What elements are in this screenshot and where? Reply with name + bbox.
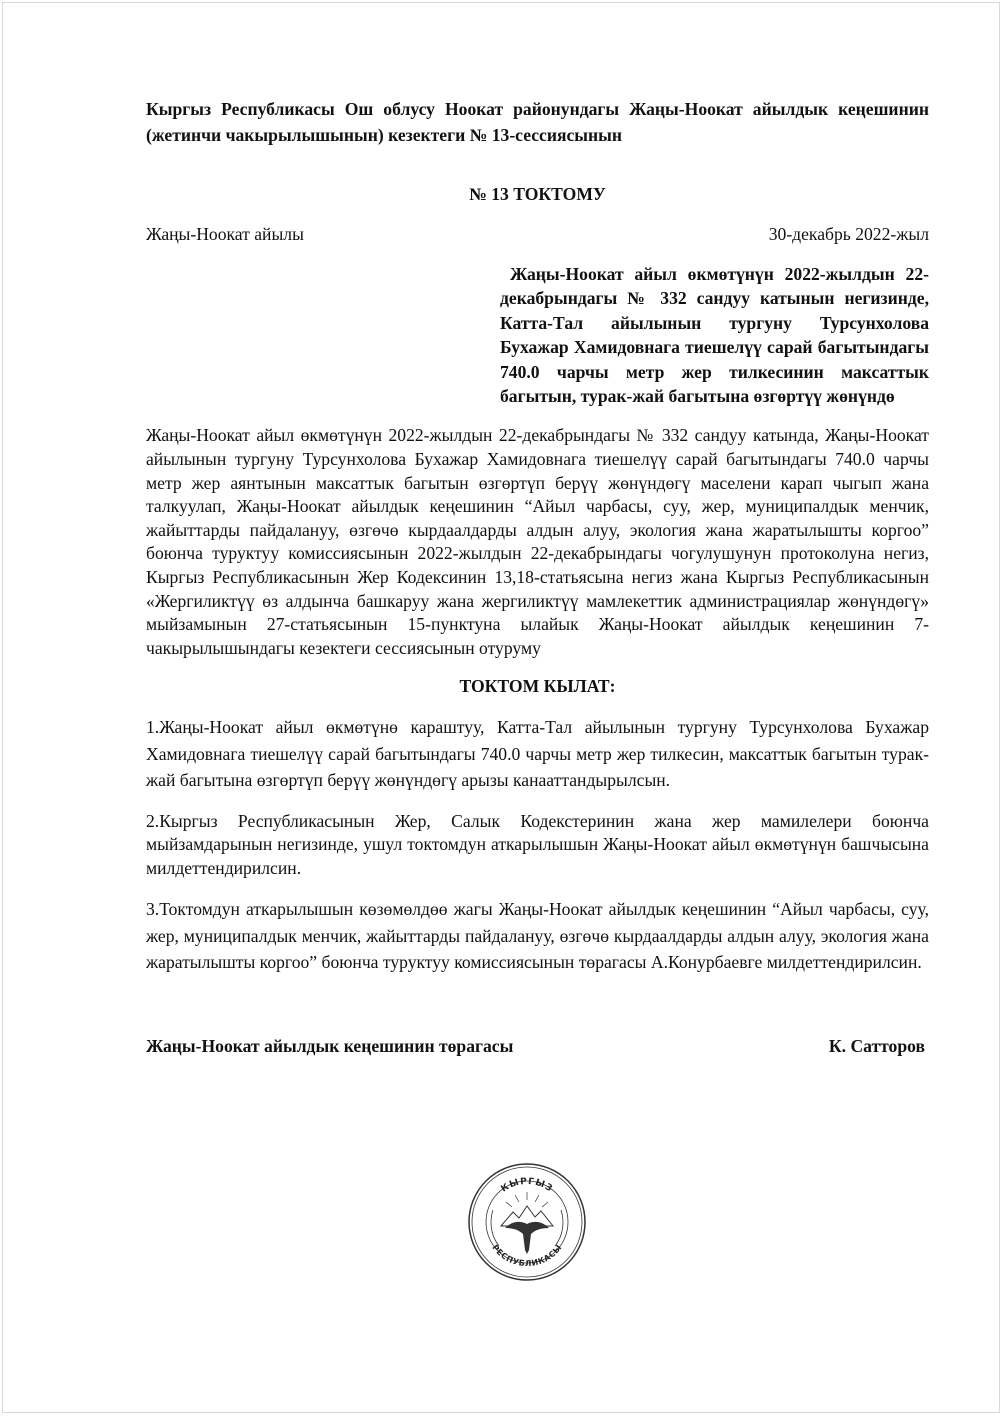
- state-emblem-seal: [467, 1162, 587, 1282]
- preamble-paragraph: Жаңы-Ноокат айыл өкмөтүнүн 2022-жылдын 22-декабрындагы № 332 сандуу катында, Жаңы-Ноокат айылынын тургуну Турсунхолова Бухажар Хамидовнага тиешелүү сарай багытындагы 740.0 чарчы метр жер аянтынын максаттык багытын өзгөртүп берүү жөнүндөгү маселени карап чыгып жана талкуулап, Жаңы-Ноокат айылдык кеңешинин “Айыл чарбасы, суу, жер, муниципалдык менчик, жайыттарды пайдалануу, өзгөчө кырдаалдарды алдын алуу, экология жана жаратылышты коргоо” боюнча туруктуу комиссиясынын 2022-жылдын 22-декабрындагы чогулушунун протоколуна негиз, Кыргыз Республикасынын Жер Кодексинин 13,18-статьясына негиз жана Кыргыз Республикасынын «Жергиликтүү өз алдынча башкаруу жана жергиликтүү мамлекеттик администрациялар жөнүндөгү» мыйзамынын 27-статьясынын 15-пунктуна ылайык Жаңы-Ноокат айылдык кеңешинин 7-чакырылышындагы кезектеги сессиясынын отуруму: [146, 425, 929, 658]
- resolution-subject: Жаңы-Ноокат айыл өкмөтүнүн 2022-жылдын 22-декабрындагы № 332 сандуу катынын негизинде, Катта-Тал айылынын тургуну Турсунхолова Бухажар Хамидовнага тиешелүү сарай багытындагы 740.0 чарчы метр жер тилкесинин максаттык багытын, турак-жай багытына өзгөртүү жөнүндө: [500, 264, 929, 407]
- decision-title: ТОКТОМ КЫЛАТ:: [459, 676, 616, 697]
- resolution-title: № 13 ТОКТОМУ: [469, 184, 606, 204]
- document-header: Кыргыз Республикасы Ош облусу Ноокат районундагы Жаңы-Ноокат айылдык кеңешинин (жетинчи чакырылышынын) кезектеги № 13-сессиясынын: [146, 99, 929, 145]
- signature-row: [146, 1034, 929, 1058]
- seal-text-top: КЫРГЫЗ: [499, 1176, 555, 1195]
- svg-text:КЫРГЫЗ: [500, 1177, 555, 1195]
- place-date-row: [146, 222, 929, 246]
- signature-name: К. Сатторов: [828, 1035, 925, 1056]
- signature-position: Жаңы-Ноокат айылдык кеңешинин төрагасы: [146, 1035, 514, 1056]
- document-body: [146, 96, 929, 1058]
- decision-item-3: 3.Токтомдун аткарылышын көзөмөлдөө жагы Жаңы-Ноокат айылдык кеңешинин “Айыл чарбасы, суу, жер, муниципалдык менчик, жайыттарды пайдалануу, өзгөчө кырдаалдарды алдын алуу, экология жана жаратылышты коргоо” боюнча туруктуу комиссиясынын төрагасы А.Конурбаевге милдеттендирилсин.: [146, 899, 929, 973]
- place: Жаңы-Ноокат айылы: [146, 224, 304, 244]
- seal-text-bottom: РЕСПУБЛИКАСЫ: [490, 1242, 564, 1269]
- decision-item-1: 1.Жаңы-Ноокат айыл өкмөтүнө караштуу, Катта-Тал айылынын тургуну Турсунхолова Бухажар Хамидовнага тиешелүү сарай багытындагы 740.0 чарчы метр жер тилкесин, максаттык багытын турак-жай багытына өзгөртүп берүү жөнүндөгү арызы канааттандырылсын.: [146, 717, 929, 791]
- decision-item-2: 2.Кыргыз Республикасынын Жер, Салык Кодекстеринин жана жер мамилелери боюнча мыйзамдарынын негизинде, ушул токтомдун аткарылышын Жаңы-Ноокат айыл өкмөтүнүн башчысына милдеттендирилсин.: [146, 810, 929, 878]
- date: 30-декабрь 2022-жыл: [768, 224, 929, 244]
